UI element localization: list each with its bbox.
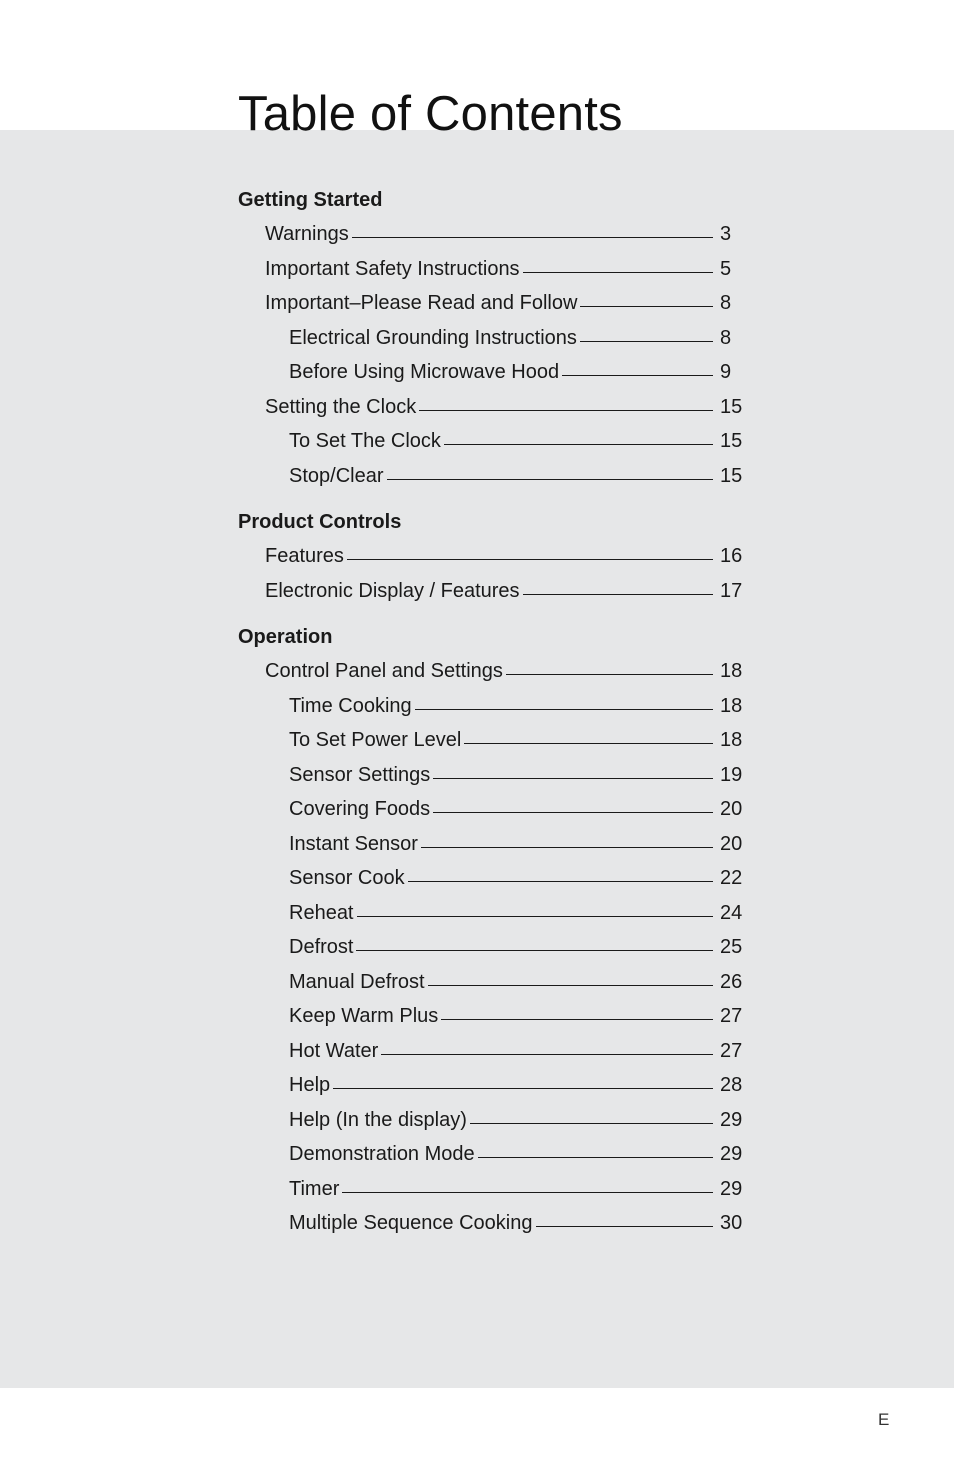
leader-line bbox=[536, 1226, 714, 1227]
leader-line bbox=[580, 306, 713, 307]
entry-page-number: 3 bbox=[720, 223, 732, 245]
entry-title: Covering Foods bbox=[289, 798, 431, 820]
leader-line bbox=[580, 341, 713, 342]
entry-title: Sensor Cook bbox=[289, 867, 405, 889]
toc-entry[interactable] bbox=[238, 574, 750, 609]
toc-entry[interactable] bbox=[238, 539, 750, 574]
leader-line bbox=[342, 1192, 713, 1193]
entry-page-number: 29 bbox=[720, 1143, 743, 1165]
leader-line bbox=[356, 950, 713, 951]
toc-entry[interactable] bbox=[238, 723, 750, 758]
leader-line bbox=[419, 410, 713, 411]
entry-title: Stop/Clear bbox=[289, 464, 384, 487]
toc-entry[interactable] bbox=[238, 1137, 750, 1172]
toc-entry[interactable] bbox=[238, 792, 750, 827]
entry-title: Keep Warm Plus bbox=[289, 1005, 439, 1027]
entry-page-number: 18 bbox=[720, 694, 743, 717]
entry-page-number: 22 bbox=[720, 867, 743, 889]
leader-line bbox=[444, 444, 713, 445]
toc-entry[interactable] bbox=[238, 1206, 750, 1241]
toc-entry[interactable] bbox=[238, 861, 750, 896]
leader-line bbox=[408, 881, 713, 882]
toc-entry[interactable] bbox=[238, 390, 750, 425]
entry-title: Manual Defrost bbox=[289, 970, 425, 993]
entry-page-number: 15 bbox=[720, 464, 743, 487]
section-heading: Operation bbox=[238, 626, 333, 648]
toc-entry[interactable] bbox=[238, 286, 750, 321]
toc-entry[interactable] bbox=[238, 758, 750, 793]
entry-title: Demonstration Mode bbox=[289, 1143, 475, 1165]
leader-line bbox=[562, 375, 713, 376]
entry-page-number: 8 bbox=[720, 326, 732, 349]
entry-page-number: 18 bbox=[720, 660, 743, 682]
toc-entry[interactable] bbox=[238, 654, 750, 689]
entry-title: To Set The Clock bbox=[289, 430, 441, 452]
entry-page-number: 27 bbox=[720, 1039, 743, 1062]
leader-line bbox=[357, 916, 714, 917]
entry-title: Multiple Sequence Cooking bbox=[289, 1212, 533, 1234]
toc-entry[interactable] bbox=[238, 1034, 750, 1069]
toc-entry[interactable] bbox=[238, 1103, 750, 1138]
leader-line bbox=[523, 272, 713, 273]
entry-title: Time Cooking bbox=[289, 694, 412, 717]
toc-entry[interactable] bbox=[238, 1068, 750, 1103]
entry-title: Warnings bbox=[265, 223, 349, 245]
leader-line bbox=[333, 1088, 713, 1089]
toc-entry[interactable] bbox=[238, 896, 750, 931]
entry-title: Electrical Grounding Instructions bbox=[289, 326, 577, 349]
entry-page-number: 5 bbox=[720, 257, 732, 280]
toc-entry[interactable] bbox=[238, 424, 750, 459]
entry-page-number: 18 bbox=[720, 729, 743, 751]
leader-line bbox=[470, 1123, 713, 1124]
toc-entry[interactable] bbox=[238, 999, 750, 1034]
leader-line bbox=[433, 778, 713, 779]
entry-title: Instant Sensor bbox=[289, 832, 418, 855]
toc-entry[interactable] bbox=[238, 827, 750, 862]
section-heading: Getting Started bbox=[238, 189, 383, 211]
entry-title: Help bbox=[289, 1074, 331, 1096]
toc-entry[interactable] bbox=[238, 217, 750, 252]
entry-page-number: 28 bbox=[720, 1074, 743, 1096]
entry-title: Setting the Clock bbox=[265, 395, 417, 418]
leader-line bbox=[381, 1054, 713, 1055]
leader-line bbox=[352, 237, 713, 238]
entry-title: Reheat bbox=[289, 901, 354, 924]
toc-entry[interactable] bbox=[238, 355, 750, 390]
entry-title: To Set Power Level bbox=[289, 729, 462, 751]
toc-entry[interactable] bbox=[238, 965, 750, 1000]
entry-title: Features bbox=[265, 545, 344, 567]
entry-title: Control Panel and Settings bbox=[265, 660, 503, 682]
entry-title: Electronic Display / Features bbox=[265, 579, 520, 602]
toc-entry[interactable] bbox=[238, 1172, 750, 1207]
entry-page-number: 16 bbox=[720, 545, 743, 567]
entry-page-number: 29 bbox=[720, 1108, 743, 1131]
leader-line bbox=[441, 1019, 713, 1020]
page-title: Table of Contents bbox=[238, 87, 623, 141]
entry-title: Help (In the display) bbox=[289, 1108, 467, 1131]
entry-page-number: 15 bbox=[720, 430, 743, 452]
toc-section bbox=[238, 505, 750, 608]
entry-page-number: 15 bbox=[720, 395, 743, 418]
entry-page-number: 9 bbox=[720, 361, 732, 383]
toc-entry[interactable] bbox=[238, 930, 750, 965]
entry-title: Hot Water bbox=[289, 1039, 379, 1062]
leader-line bbox=[347, 559, 713, 560]
leader-line bbox=[506, 674, 713, 675]
entry-page-number: 19 bbox=[720, 763, 743, 786]
entry-page-number: 8 bbox=[720, 292, 732, 314]
section-heading: Product Controls bbox=[238, 511, 402, 533]
entry-page-number: 25 bbox=[720, 936, 743, 958]
entry-title: Important–Please Read and Follow bbox=[265, 292, 578, 314]
leader-line bbox=[433, 812, 713, 813]
entry-page-number: 27 bbox=[720, 1005, 743, 1027]
leader-line bbox=[415, 709, 713, 710]
entry-title: Sensor Settings bbox=[289, 763, 431, 786]
table-of-contents bbox=[238, 183, 750, 1241]
entry-page-number: 20 bbox=[720, 832, 743, 855]
entry-page-number: 26 bbox=[720, 970, 743, 993]
entry-title: Timer bbox=[289, 1177, 340, 1200]
toc-entry[interactable] bbox=[238, 252, 750, 287]
page-section-letter: E bbox=[878, 1410, 890, 1429]
entry-title: Before Using Microwave Hood bbox=[289, 361, 560, 383]
entry-title: Defrost bbox=[289, 936, 354, 958]
entry-page-number: 30 bbox=[720, 1212, 743, 1234]
leader-line bbox=[478, 1157, 713, 1158]
toc-entry[interactable] bbox=[238, 321, 750, 356]
toc-section bbox=[238, 620, 750, 1241]
entry-page-number: 17 bbox=[720, 579, 743, 602]
toc-section bbox=[238, 183, 750, 493]
leader-line bbox=[387, 479, 714, 480]
leader-line bbox=[464, 743, 713, 744]
entry-page-number: 20 bbox=[720, 798, 743, 820]
leader-line bbox=[421, 847, 713, 848]
leader-line bbox=[523, 594, 713, 595]
leader-line bbox=[428, 985, 713, 986]
entry-page-number: 24 bbox=[720, 901, 743, 924]
toc-entry[interactable] bbox=[238, 689, 750, 724]
toc-entry[interactable] bbox=[238, 459, 750, 494]
entry-title: Important Safety Instructions bbox=[265, 257, 520, 280]
entry-page-number: 29 bbox=[720, 1177, 743, 1200]
